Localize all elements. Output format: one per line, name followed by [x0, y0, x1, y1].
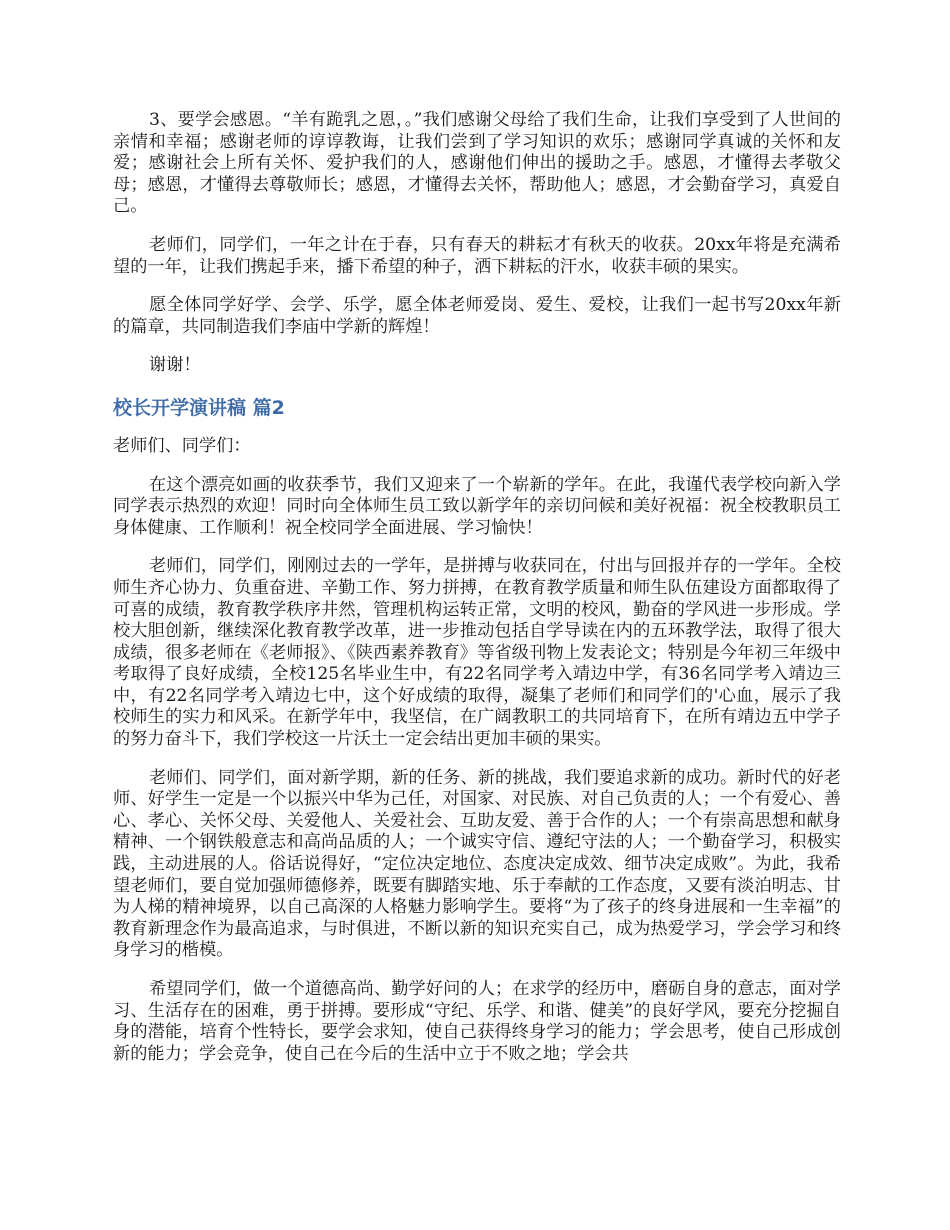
- paragraph-teachers: 老师们、同学们，面对新学期，新的任务、新的挑战，我们要追求新的成功。新时代的好老师、好学生一定是一个以振兴中华为己任，对国家、对民族、对自己负责的人；一个有爱心、善心、孝心、关怀父母、关爱他人、关爱社会、互助友爱、善于合作的人；一个有崇高思想和献身精神、一个钢铁般意志和高尚品质的人；一个诚实守信、遵纪守法的人；一个勤奋学习，积极实践，主动进展的人。俗话说得好，“定位决定地位、态度决定成效、细节决定成败”。为此，我希望老师们，要自觉加强师德修养，既要有脚踏实地、乐于奉献的工作态度，又要有淡泊明志、甘为人梯的精神境界，以自己高深的人格魅力影响学生。要将“为了孩子的终身进展和一生幸福”的教育新理念作为最高追求，与时俱进，不断以新的知识充实自己，成为热爱学习，学会学习和终身学习的楷模。: [113, 767, 841, 961]
- section-heading: 校长开学演讲稿 篇2: [113, 396, 285, 419]
- salutation: 老师们、同学们：: [113, 435, 251, 456]
- paragraph-welcome: 在这个漂亮如画的收获季节，我们又迎来了一个崭新的学年。在此，我谨代表学校向新入学同学表示热烈的欢迎！同时向全体师生员工致以新学年的亲切问候和美好祝福：祝全校教职员工身体健康、工作顺利！祝全校同学全面进展、学习愉快！: [113, 474, 841, 538]
- document-page: [113, 110, 841, 1082]
- paragraph-wishes: 愿全体同学好学、会学、乐学，愿全体老师爱岗、爱生、爱校，让我们一起书写20xx年新的篇章，共同制造我们李庙中学新的辉煌！: [113, 295, 841, 337]
- paragraph-review: 老师们，同学们，刚刚过去的一学年，是拼搏与收获同在，付出与回报并存的一学年。全校师生齐心协力、负重奋进、辛勤工作、努力拼搏，在教育教学质量和师生队伍建设方面都取得了可喜的成绩，教育教学秩序井然，管理机构运转正常，文明的校风，勤奋的学风进一步形成。学校大胆创新，继续深化教育教学改革，进一步推动包括自学导读在内的五环教学法，取得了很大成绩，很多老师在《老师报》、《陕西素养教育》等省级刊物上发表论文；特别是今年初三年级中考取得了良好成绩，全校125名毕业生中，有22名同学考入靖边中学，有36名同学考入靖边三中，有22名同学考入靖边七中，这个好成绩的取得，凝集了老师们和同学们的'心血，展示了我校师生的实力和风采。在新学年中，我坚信，在广阔教职工的共同培育下，在所有靖边五中学子的努力奋斗下，我们学校这一片沃土一定会结出更加丰硕的果实。: [113, 556, 841, 750]
- paragraph-new-year-hope: 老师们，同学们，一年之计在于春，只有春天的耕耘才有秋天的收获。20xx年将是充满希望的一年，让我们携起手来，播下希望的种子，洒下耕耘的汗水，收获丰硕的果实。: [113, 234, 841, 277]
- paragraph-gratitude: 3、要学会感恩。“羊有跪乳之恩，。”我们感谢父母给了我们生命，让我们享受到了人世间的亲情和幸福；感谢老师的谆谆教诲，让我们尝到了学习知识的欢乐；感谢同学真诚的关怀和友爱；感谢社会上所有关怀、爱护我们的人，感谢他们伸出的援助之手。感恩，才懂得去孝敬父母；感恩，才懂得去尊敬师长；感恩，才懂得去关怀，帮助他人；感恩，才会勤奋学习，真爱自己。: [113, 110, 841, 217]
- paragraph-students: 希望同学们，做一个道德高尚、勤学好问的人；在求学的经历中，磨砺自身的意志，面对学习、生活存在的困难，勇于拼搏。要形成“守纪、乐学、和谐、健美”的良好学风，要充分挖掘自身的潜能，培育个性特长，要学会求知，使自己获得终身学习的能力；学会思考，使自己形成创新的能力；学会竞争，使自己在今后的生活中立于不败之地；学会共: [113, 979, 841, 1064]
- paragraph-thanks: 谢谢！: [149, 355, 201, 376]
